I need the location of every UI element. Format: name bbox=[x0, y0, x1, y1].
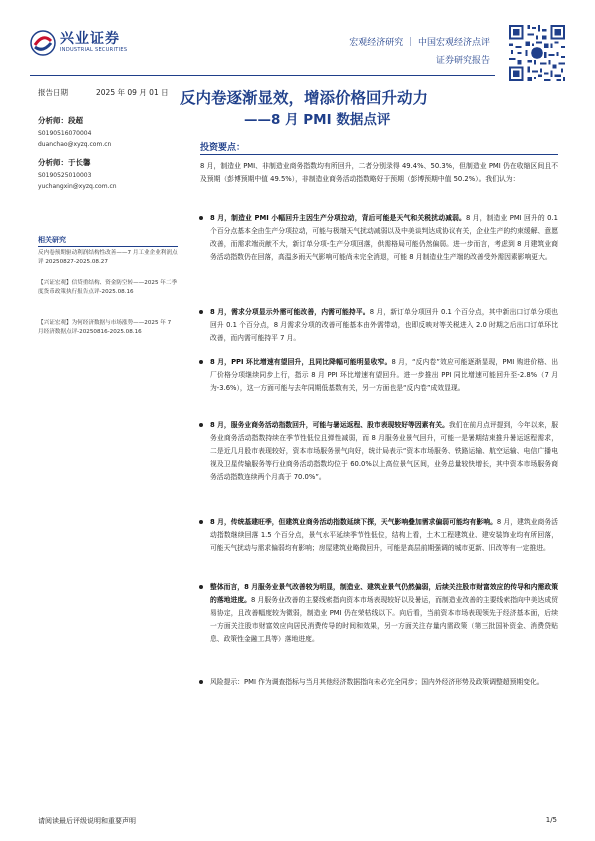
report-subtitle: ——8 月 PMI 数据点评 bbox=[244, 112, 391, 128]
analyst-email[interactable]: duanchao@xyzq.com.cn bbox=[38, 141, 112, 148]
bullet-icon bbox=[199, 310, 203, 314]
key-point-text: 8 月，新订单分项回升 0.1 个百分点，其中新出口订单分项也回升 0.1 个百分点，8 月需求分项的改善可能基本由外需带动，也即反映对等关税进入 2.0 时期之后出口订单环比改善，而内需可能持平 7 月。 bbox=[210, 308, 558, 342]
bullet-icon bbox=[199, 216, 203, 220]
key-point-heading: 8 月，需求分项显示外需可能改善，内需可能持平。 bbox=[210, 308, 370, 316]
company-logo bbox=[30, 30, 127, 56]
risk-warning bbox=[198, 676, 558, 689]
analyst-cert: S0190525010003 bbox=[38, 172, 92, 179]
risk-warning-text: 风险提示：PMI 作为调查指标与当月其他经济数据指向未必完全同步；国内外经济形势及政策调整超预期变化。 bbox=[210, 678, 544, 686]
related-research-link[interactable]: 【兴证宏观】为何经济数据与市场涨势——2025 年 7 月经济数据点评-20250816-2025.08.16 bbox=[38, 320, 172, 335]
key-point-heading: 8 月，传统基建旺季，但建筑业商务活动指数延续下探，天气影响叠加需求偏弱可能均有影响。 bbox=[210, 518, 497, 526]
analyst-name: 分析师：段超 bbox=[38, 116, 83, 125]
key-point-item bbox=[198, 516, 558, 555]
report-title: 反内卷逐渐显效，增添价格回升动力 bbox=[180, 89, 429, 107]
related-divider bbox=[38, 246, 178, 247]
page-number: 1/5 bbox=[545, 816, 557, 824]
key-point-text: 8 月服务业改善的主要线索指向资本市场表现较好以及暑运，而制造业改善的主要线索指向中美达成贸易协定，且改善幅度较为微弱，制造业 PMI 仍在荣枯线以下。向后看，当前资本市场表现领先于经济基本面，后续一方面关注股市财富效应向居民消费传导的时间和效果，另一方面关注存量内需政策（第三批国补资金、消费贷贴息、政策性金融工具等）落地进度。 bbox=[210, 596, 559, 643]
key-point-text: 8 月，制造业 PMI 回升的 0.1 个百分点基本全由生产分项拉动，可能与极端天气扰动减弱以及中美谈判达成协议有关，企业生产的约束缓解、意愿改善，而需求端贡献不大，新订单分项-生产分项回落，供需格局可能仍然偏弱。进一步而言，考虑到 8 月建筑业商务活动指数仍在回落，高温多雨天气影响可能尚未完全消退，可能 8 月制造业生产端的改善受外需因素影响更大。 bbox=[210, 214, 558, 261]
analyst-name: 分析师：于长馨 bbox=[38, 158, 91, 167]
bullet-icon bbox=[199, 585, 203, 589]
logo-mark-icon bbox=[30, 30, 56, 56]
intro-paragraph: 8 月，制造业 PMI、非制造业商务指数均有所回升，二者分别录得 49.4%、50.3%，但制造业 PMI 仍在收缩区间且不及预期（彭博预期中值 49.5%），非制造业商务活动指数略好于预期（彭博预期中值 50.2%）。我们认为： bbox=[200, 162, 558, 183]
key-point-item bbox=[198, 356, 558, 395]
report-date-value: 2025 年 09 月 01 日 bbox=[96, 88, 169, 97]
report-type: 证券研究报告 bbox=[435, 56, 490, 66]
logo-text-cn: 兴业证券 bbox=[60, 31, 120, 47]
analyst-email[interactable]: yuchangxin@xyzq.com.cn bbox=[38, 183, 117, 190]
key-point-heading: 8 月，制造业 PMI 小幅回升主因生产分项拉动，背后可能是天气和关税扰动减弱。 bbox=[210, 214, 466, 222]
qr-code-icon bbox=[507, 23, 567, 83]
key-point-heading: 整体而言，8 月服务业景气改善较为明显，制造业、建筑业景气仍然偏弱，后续关注股市财富效应的传导和内需政策的落地进度。 bbox=[210, 583, 558, 604]
bullet-icon bbox=[199, 423, 203, 427]
bullet-icon bbox=[199, 680, 203, 684]
analyst-cert: S0190516070004 bbox=[38, 130, 92, 137]
bullet-icon bbox=[199, 360, 203, 364]
report-category: 宏观经济研究 ｜ 中国宏观经济点评 bbox=[349, 38, 490, 48]
related-research-title: 相关研究 bbox=[38, 236, 66, 244]
related-research-link[interactable]: 反内卷预期驱动利润结构性改善——7 月工业企业利润点评 20250827-2025.08.27 bbox=[38, 250, 178, 265]
key-point-text: 8 月，建筑业商务活动指数继续回落 1.5 个百分点，景气水平延续季节性低位，结构上看，土木工程建筑业、建安装饰业均有所回落，可能天气扰动与需求偏弱均有影响；房屋建筑业略微回升，可能是高层前期强调的城市更新、旧改等有一定推进。 bbox=[210, 518, 558, 552]
key-point-text: 8 月，“反内卷”效应可能逐渐显现，PMI 购进价格、出厂价格分项继续同步上行，指示 8 月 PPI 环比增速有望回升。进一步推出 PPI 同比增速可能回升至-2.8%（7 月为-3.6%），这一方面可能与去年同期低基数有关，另一方面也是“反内卷”成效显现。 bbox=[210, 358, 559, 392]
key-points-divider bbox=[200, 154, 558, 155]
header-divider bbox=[30, 75, 495, 76]
related-research-link[interactable]: 【兴证宏观】信贷重结构、资金防空转——2025 年二季度货币政策执行报告点评-2025.08.16 bbox=[38, 280, 178, 295]
logo-text-en: INDUSTRIAL SECURITIES bbox=[60, 47, 128, 53]
bullet-icon bbox=[199, 520, 203, 524]
key-point-item bbox=[198, 306, 558, 345]
key-point-item bbox=[198, 419, 558, 484]
key-point-item bbox=[198, 581, 558, 646]
report-date-label: 报告日期 bbox=[38, 88, 68, 97]
key-point-item bbox=[198, 212, 558, 264]
footer-disclaimer: 请阅读最后评级说明和重要声明 bbox=[38, 817, 136, 825]
key-point-text: 我们在前月点评提到，今年以来，服务业商务活动指数持续在季节性低位且弹性减弱，而 8 月服务业景气回升，可能一是暑期结束推升暑运返程需求，二是近几月股市表现较好，资本市场服务景气向好，统计局表示“资本市场服务、铁路运输、航空运输、电信广播电视及卫星传输服务等行业商务活动指数均位于 60.0%以上高位景气区间，业务总量较快增长，其中资本市场服务商务活动指数连续两个月高于 70.0%”。 bbox=[210, 421, 558, 481]
key-point-heading: 8 月，服务业商务活动指数回升，可能与暑运返程、股市表现较好等因素有关。 bbox=[210, 421, 449, 429]
key-points-title: 投资要点： bbox=[200, 143, 246, 153]
key-point-heading: 8 月，PPI 环比增速有望回升，且同比降幅可能明显收窄。 bbox=[210, 358, 392, 366]
